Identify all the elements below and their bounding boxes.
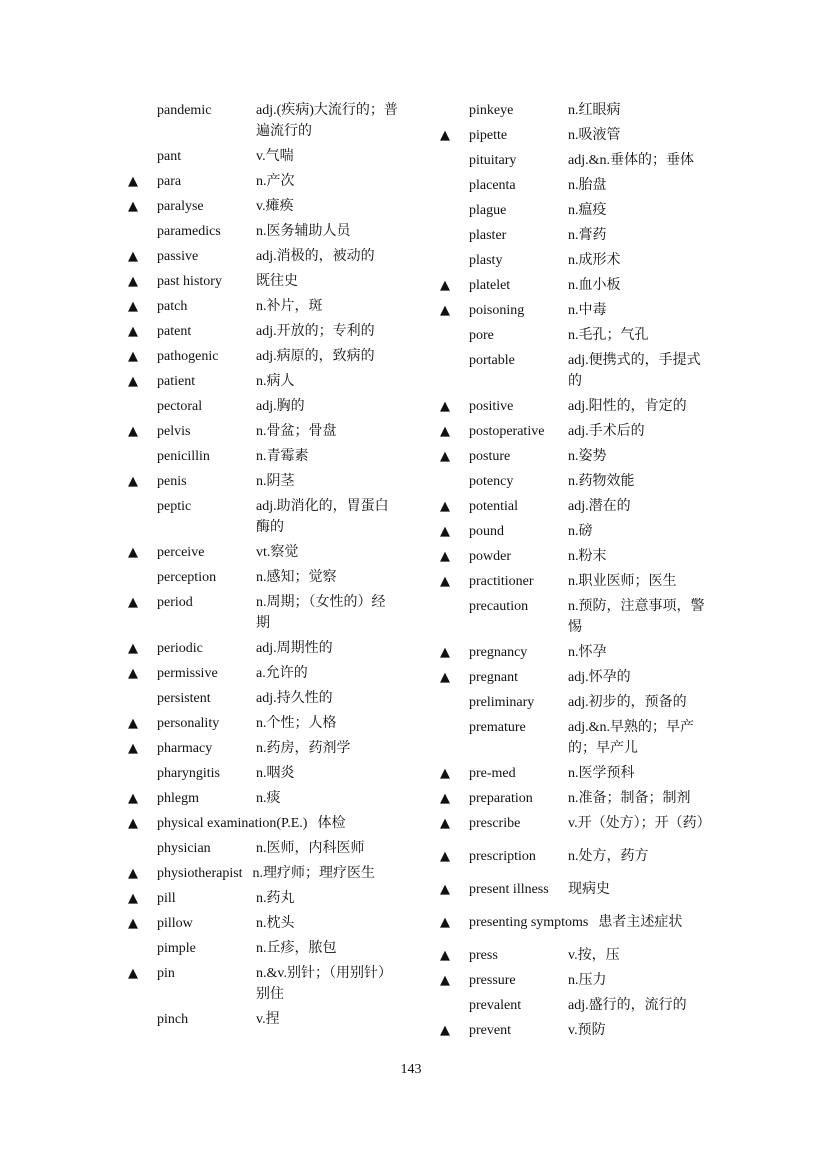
entry-term: platelet	[469, 278, 511, 293]
entry-term: pill	[157, 891, 176, 906]
glossary-entry	[440, 667, 710, 688]
glossary-entry	[440, 275, 710, 296]
glossary-entry	[128, 1009, 398, 1030]
entry-term: pre-med	[469, 766, 516, 781]
entry-definition: 患者主述症状	[598, 915, 683, 930]
entry-definition: n.理疗师；理疗医生	[252, 866, 376, 881]
entry-term: patient	[157, 374, 196, 389]
glossary-entry	[440, 496, 710, 517]
entry-definition: adj.周期性的	[256, 641, 333, 656]
triangle-marker-icon: ▲	[128, 274, 138, 289]
triangle-marker-icon: ▲	[128, 716, 138, 731]
entry-definition: n.药丸	[256, 891, 295, 906]
entry-definition: adj.潜在的	[568, 499, 631, 514]
left-column	[128, 100, 398, 1034]
glossary-entry	[128, 471, 398, 492]
entry-definition: n.药房，药剂学	[256, 741, 351, 756]
triangle-marker-icon: ▲	[440, 766, 450, 781]
triangle-marker-icon: ▲	[440, 128, 450, 143]
triangle-marker-icon: ▲	[128, 816, 138, 831]
entry-term: paramedics	[157, 224, 221, 239]
entry-term: permissive	[157, 666, 218, 681]
entry-term: pin	[157, 966, 175, 981]
entry-term: pillow	[157, 916, 193, 931]
triangle-marker-icon: ▲	[128, 666, 138, 681]
entry-definition: n.病人	[256, 374, 295, 389]
triangle-marker-icon: ▲	[128, 199, 138, 214]
entry-term: physical examination(P.E.)	[157, 816, 308, 831]
entry-term: preparation	[469, 791, 533, 806]
entry-definition: n.骨盆；骨盘	[256, 424, 337, 439]
entry-term: physician	[157, 841, 211, 856]
entry-term: prescription	[469, 849, 536, 864]
glossary-entry	[440, 471, 710, 492]
entry-definition: n.磅	[568, 524, 593, 539]
entry-definition: vt.察觉	[256, 545, 299, 560]
glossary-entry	[128, 296, 398, 317]
entry-term: pimple	[157, 941, 196, 956]
entry-term: presenting symptoms	[469, 915, 589, 930]
right-column	[440, 100, 710, 1045]
glossary-entry	[128, 913, 398, 934]
triangle-marker-icon: ▲	[440, 1023, 450, 1038]
entry-term: plaster	[469, 228, 507, 243]
entry-definition: n.压力	[568, 973, 607, 988]
glossary-entry	[440, 546, 710, 567]
glossary-entry	[128, 396, 398, 417]
entry-term: peptic	[157, 499, 192, 514]
entry-term: placenta	[469, 178, 516, 193]
entry-term: plague	[469, 203, 507, 218]
entry-definition: n.红眼病	[568, 103, 621, 118]
entry-definition: n.成形术	[568, 253, 621, 268]
glossary-entry	[128, 196, 398, 217]
entry-definition: n.医务辅助人员	[256, 224, 351, 239]
triangle-marker-icon: ▲	[440, 948, 450, 963]
entry-definition: n.粉末	[568, 549, 607, 564]
entry-definition: adj.盛行的，流行的	[568, 998, 687, 1013]
entry-term: pelvis	[157, 424, 191, 439]
entry-term: period	[157, 595, 193, 610]
triangle-marker-icon: ▲	[440, 849, 450, 864]
entry-term: passive	[157, 249, 199, 264]
glossary-entry	[128, 788, 398, 809]
glossary-entry	[440, 175, 710, 196]
glossary-entry	[128, 738, 398, 759]
triangle-marker-icon: ▲	[128, 916, 138, 931]
entry-term: pant	[157, 149, 182, 164]
triangle-marker-icon: ▲	[440, 424, 450, 439]
entry-term: present illness	[469, 882, 549, 897]
entry-definition: 既往史	[256, 274, 298, 289]
triangle-marker-icon: ▲	[440, 574, 450, 589]
entry-definition: adj.手术后的	[568, 424, 645, 439]
entry-definition: n.咽炎	[256, 766, 295, 781]
glossary-entry	[128, 446, 398, 467]
triangle-marker-icon: ▲	[440, 791, 450, 806]
glossary-entry	[440, 300, 710, 321]
glossary-entry	[128, 146, 398, 167]
triangle-marker-icon: ▲	[128, 641, 138, 656]
entry-term: practitioner	[469, 574, 534, 589]
entry-term: pinch	[157, 1012, 189, 1027]
entry-definition: n.毛孔；气孔	[568, 328, 649, 343]
glossary-entry	[440, 945, 710, 966]
glossary-entry	[440, 125, 710, 146]
glossary-entry	[440, 813, 710, 834]
glossary-entry	[128, 592, 398, 634]
entry-definition: v.气喘	[256, 149, 294, 164]
entry-definition: n.青霉素	[256, 449, 309, 464]
entry-term: pipette	[469, 128, 508, 143]
entry-definition: n.药物效能	[568, 474, 635, 489]
glossary-entry	[128, 963, 398, 1005]
glossary-entry	[440, 692, 710, 713]
entry-definition: n.中毒	[568, 303, 607, 318]
entry-definition: n.职业医师；医生	[568, 574, 677, 589]
triangle-marker-icon: ▲	[440, 549, 450, 564]
glossary-entry	[128, 638, 398, 659]
entry-term: pregnancy	[469, 645, 528, 660]
glossary-entry	[128, 221, 398, 242]
entry-term: pinkeye	[469, 103, 514, 118]
glossary-entry	[440, 912, 710, 933]
glossary-entry	[128, 371, 398, 392]
entry-term: portable	[469, 353, 515, 368]
glossary-entry	[128, 763, 398, 784]
glossary-entry	[440, 421, 710, 442]
glossary-entry	[128, 688, 398, 709]
entry-definition: adj.初步的，预备的	[568, 695, 687, 710]
glossary-entry	[128, 888, 398, 909]
entry-term: pituitary	[469, 153, 517, 168]
entry-definition: adj.持久性的	[256, 691, 333, 706]
entry-definition: n.胎盘	[568, 178, 607, 193]
entry-term: potency	[469, 474, 514, 489]
entry-term: past history	[157, 274, 222, 289]
glossary-entry	[128, 663, 398, 684]
entry-definition: adj.&n.垂体的；垂体	[568, 153, 694, 168]
entry-definition: n.准备；制备；制剂	[568, 791, 691, 806]
entry-term: pectoral	[157, 399, 203, 414]
triangle-marker-icon: ▲	[128, 741, 138, 756]
entry-term: penicillin	[157, 449, 210, 464]
glossary-entry	[440, 970, 710, 991]
entry-term: periodic	[157, 641, 203, 656]
entry-term: postoperative	[469, 424, 545, 439]
entry-definition: adj.怀孕的	[568, 670, 631, 685]
entry-definition: adj.胸的	[256, 399, 305, 414]
triangle-marker-icon: ▲	[128, 966, 138, 981]
entry-definition: n.血小板	[568, 278, 621, 293]
entry-definition: n.姿势	[568, 449, 607, 464]
entry-term: phlegm	[157, 791, 199, 806]
triangle-marker-icon: ▲	[128, 299, 138, 314]
entry-definition: n.补片，斑	[256, 299, 323, 314]
entry-term: perception	[157, 570, 217, 585]
entry-definition: n.吸液管	[568, 128, 621, 143]
glossary-entry	[440, 250, 710, 271]
glossary-entry	[440, 717, 710, 759]
glossary-entry	[128, 321, 398, 342]
glossary-entry	[128, 838, 398, 859]
glossary-entry	[128, 271, 398, 292]
entry-definition: adj.&n.早熟的；早产的；早产儿	[568, 720, 694, 756]
entry-term: patent	[157, 324, 192, 339]
triangle-marker-icon: ▲	[440, 645, 450, 660]
entry-definition: n.丘疹，脓包	[256, 941, 337, 956]
glossary-entry	[128, 421, 398, 442]
entry-definition: n.医师，内科医师	[256, 841, 365, 856]
entry-term: potential	[469, 499, 518, 514]
glossary-entry	[128, 496, 398, 538]
entry-term: perceive	[157, 545, 205, 560]
glossary-entry	[440, 879, 710, 900]
entry-definition: a.允许的	[256, 666, 308, 681]
glossary-entry	[440, 225, 710, 246]
glossary-entry	[440, 150, 710, 171]
triangle-marker-icon: ▲	[128, 791, 138, 806]
entry-term: pore	[469, 328, 494, 343]
glossary-entry	[128, 713, 398, 734]
triangle-marker-icon: ▲	[128, 374, 138, 389]
glossary-entry	[440, 763, 710, 784]
entry-term: pandemic	[157, 103, 212, 118]
triangle-marker-icon: ▲	[128, 891, 138, 906]
entry-definition: adj.开放的；专利的	[256, 324, 375, 339]
glossary-entry	[440, 100, 710, 121]
triangle-marker-icon: ▲	[440, 399, 450, 414]
triangle-marker-icon: ▲	[440, 816, 450, 831]
triangle-marker-icon: ▲	[128, 324, 138, 339]
entry-term: poisoning	[469, 303, 525, 318]
triangle-marker-icon: ▲	[440, 499, 450, 514]
entry-definition: n.阴茎	[256, 474, 295, 489]
glossary-entry	[128, 246, 398, 267]
entry-definition: n.怀孕	[568, 645, 607, 660]
entry-definition: adj.(疾病)大流行的；普遍流行的	[256, 103, 398, 139]
entry-term: prevalent	[469, 998, 522, 1013]
entry-definition: n.产次	[256, 174, 295, 189]
entry-term: persistent	[157, 691, 211, 706]
entry-definition: adj.便携式的，手提式的	[568, 353, 701, 389]
entry-definition: 现病史	[568, 882, 610, 897]
triangle-marker-icon: ▲	[440, 915, 450, 930]
entry-term: pregnant	[469, 670, 518, 685]
entry-term: paralyse	[157, 199, 204, 214]
entry-definition: n.枕头	[256, 916, 295, 931]
glossary-entry	[440, 642, 710, 663]
glossary-entry	[128, 567, 398, 588]
entry-term: para	[157, 174, 182, 189]
glossary-entry	[440, 846, 710, 867]
page-number: 143	[400, 1062, 422, 1077]
triangle-marker-icon: ▲	[440, 524, 450, 539]
glossary-entry	[440, 1020, 710, 1041]
entry-term: penis	[157, 474, 187, 489]
glossary-entry	[128, 813, 398, 834]
glossary-entry	[440, 325, 710, 346]
entry-definition: adj.消极的，被动的	[256, 249, 375, 264]
triangle-marker-icon: ▲	[440, 973, 450, 988]
triangle-marker-icon: ▲	[128, 349, 138, 364]
entry-term: patch	[157, 299, 188, 314]
entry-term: prevent	[469, 1023, 511, 1038]
triangle-marker-icon: ▲	[128, 249, 138, 264]
entry-term: pharmacy	[157, 741, 213, 756]
entry-term: positive	[469, 399, 514, 414]
glossary-entry	[440, 446, 710, 467]
glossary-entry	[440, 521, 710, 542]
glossary-entry	[128, 938, 398, 959]
triangle-marker-icon: ▲	[440, 670, 450, 685]
entry-definition: n.周期；（女性的）经期	[256, 595, 386, 631]
triangle-marker-icon: ▲	[128, 545, 138, 560]
glossary-entry	[440, 200, 710, 221]
entry-definition: adj.病原的，致病的	[256, 349, 375, 364]
glossary-entry	[440, 571, 710, 592]
glossary-entry	[440, 596, 710, 638]
entry-definition: n.&v.别针；（用别针）别住	[256, 966, 392, 1002]
triangle-marker-icon: ▲	[440, 882, 450, 897]
entry-term: preliminary	[469, 695, 535, 710]
entry-definition: adj.助消化的，胃蛋白酶的	[256, 499, 389, 535]
triangle-marker-icon: ▲	[128, 424, 138, 439]
entry-definition: v.开（处方）；开（药）	[568, 816, 711, 831]
entry-term: prescribe	[469, 816, 521, 831]
triangle-marker-icon: ▲	[440, 303, 450, 318]
glossary-entry	[128, 542, 398, 563]
glossary-entry	[128, 100, 398, 142]
glossary-entry	[440, 350, 710, 392]
entry-definition: n.个性；人格	[256, 716, 337, 731]
entry-definition: v.捏	[256, 1012, 280, 1027]
entry-definition: n.处方，药方	[568, 849, 649, 864]
entry-term: press	[469, 948, 498, 963]
entry-term: pound	[469, 524, 504, 539]
entry-definition: 体检	[317, 816, 346, 831]
entry-term: posture	[469, 449, 511, 464]
entry-term: plasty	[469, 253, 503, 268]
entry-definition: v.预防	[568, 1023, 606, 1038]
glossary-entry	[440, 995, 710, 1016]
entry-definition: n.预防，注意事项，警惕	[568, 599, 705, 635]
entry-term: pharyngitis	[157, 766, 220, 781]
entry-definition: adj.阳性的，肯定的	[568, 399, 687, 414]
triangle-marker-icon: ▲	[128, 866, 138, 881]
entry-definition: n.医学预科	[568, 766, 635, 781]
glossary-entry	[440, 788, 710, 809]
entry-term: physiotherapist	[157, 866, 243, 881]
entry-term: premature	[469, 720, 526, 735]
triangle-marker-icon: ▲	[440, 449, 450, 464]
glossary-entry	[128, 171, 398, 192]
entry-definition: n.痰	[256, 791, 281, 806]
triangle-marker-icon: ▲	[128, 474, 138, 489]
entry-term: pathogenic	[157, 349, 219, 364]
entry-definition: v.按，压	[568, 948, 620, 963]
glossary-entry	[128, 346, 398, 367]
entry-definition: n.瘟疫	[568, 203, 607, 218]
entry-term: personality	[157, 716, 220, 731]
triangle-marker-icon: ▲	[128, 595, 138, 610]
entry-term: powder	[469, 549, 511, 564]
glossary-entry	[440, 396, 710, 417]
triangle-marker-icon: ▲	[128, 174, 138, 189]
entry-term: precaution	[469, 599, 529, 614]
entry-definition: v.瘫痪	[256, 199, 294, 214]
entry-definition: n.感知；觉察	[256, 570, 337, 585]
glossary-entry	[128, 863, 398, 884]
entry-term: pressure	[469, 973, 516, 988]
triangle-marker-icon: ▲	[440, 278, 450, 293]
entry-definition: n.膏药	[568, 228, 607, 243]
